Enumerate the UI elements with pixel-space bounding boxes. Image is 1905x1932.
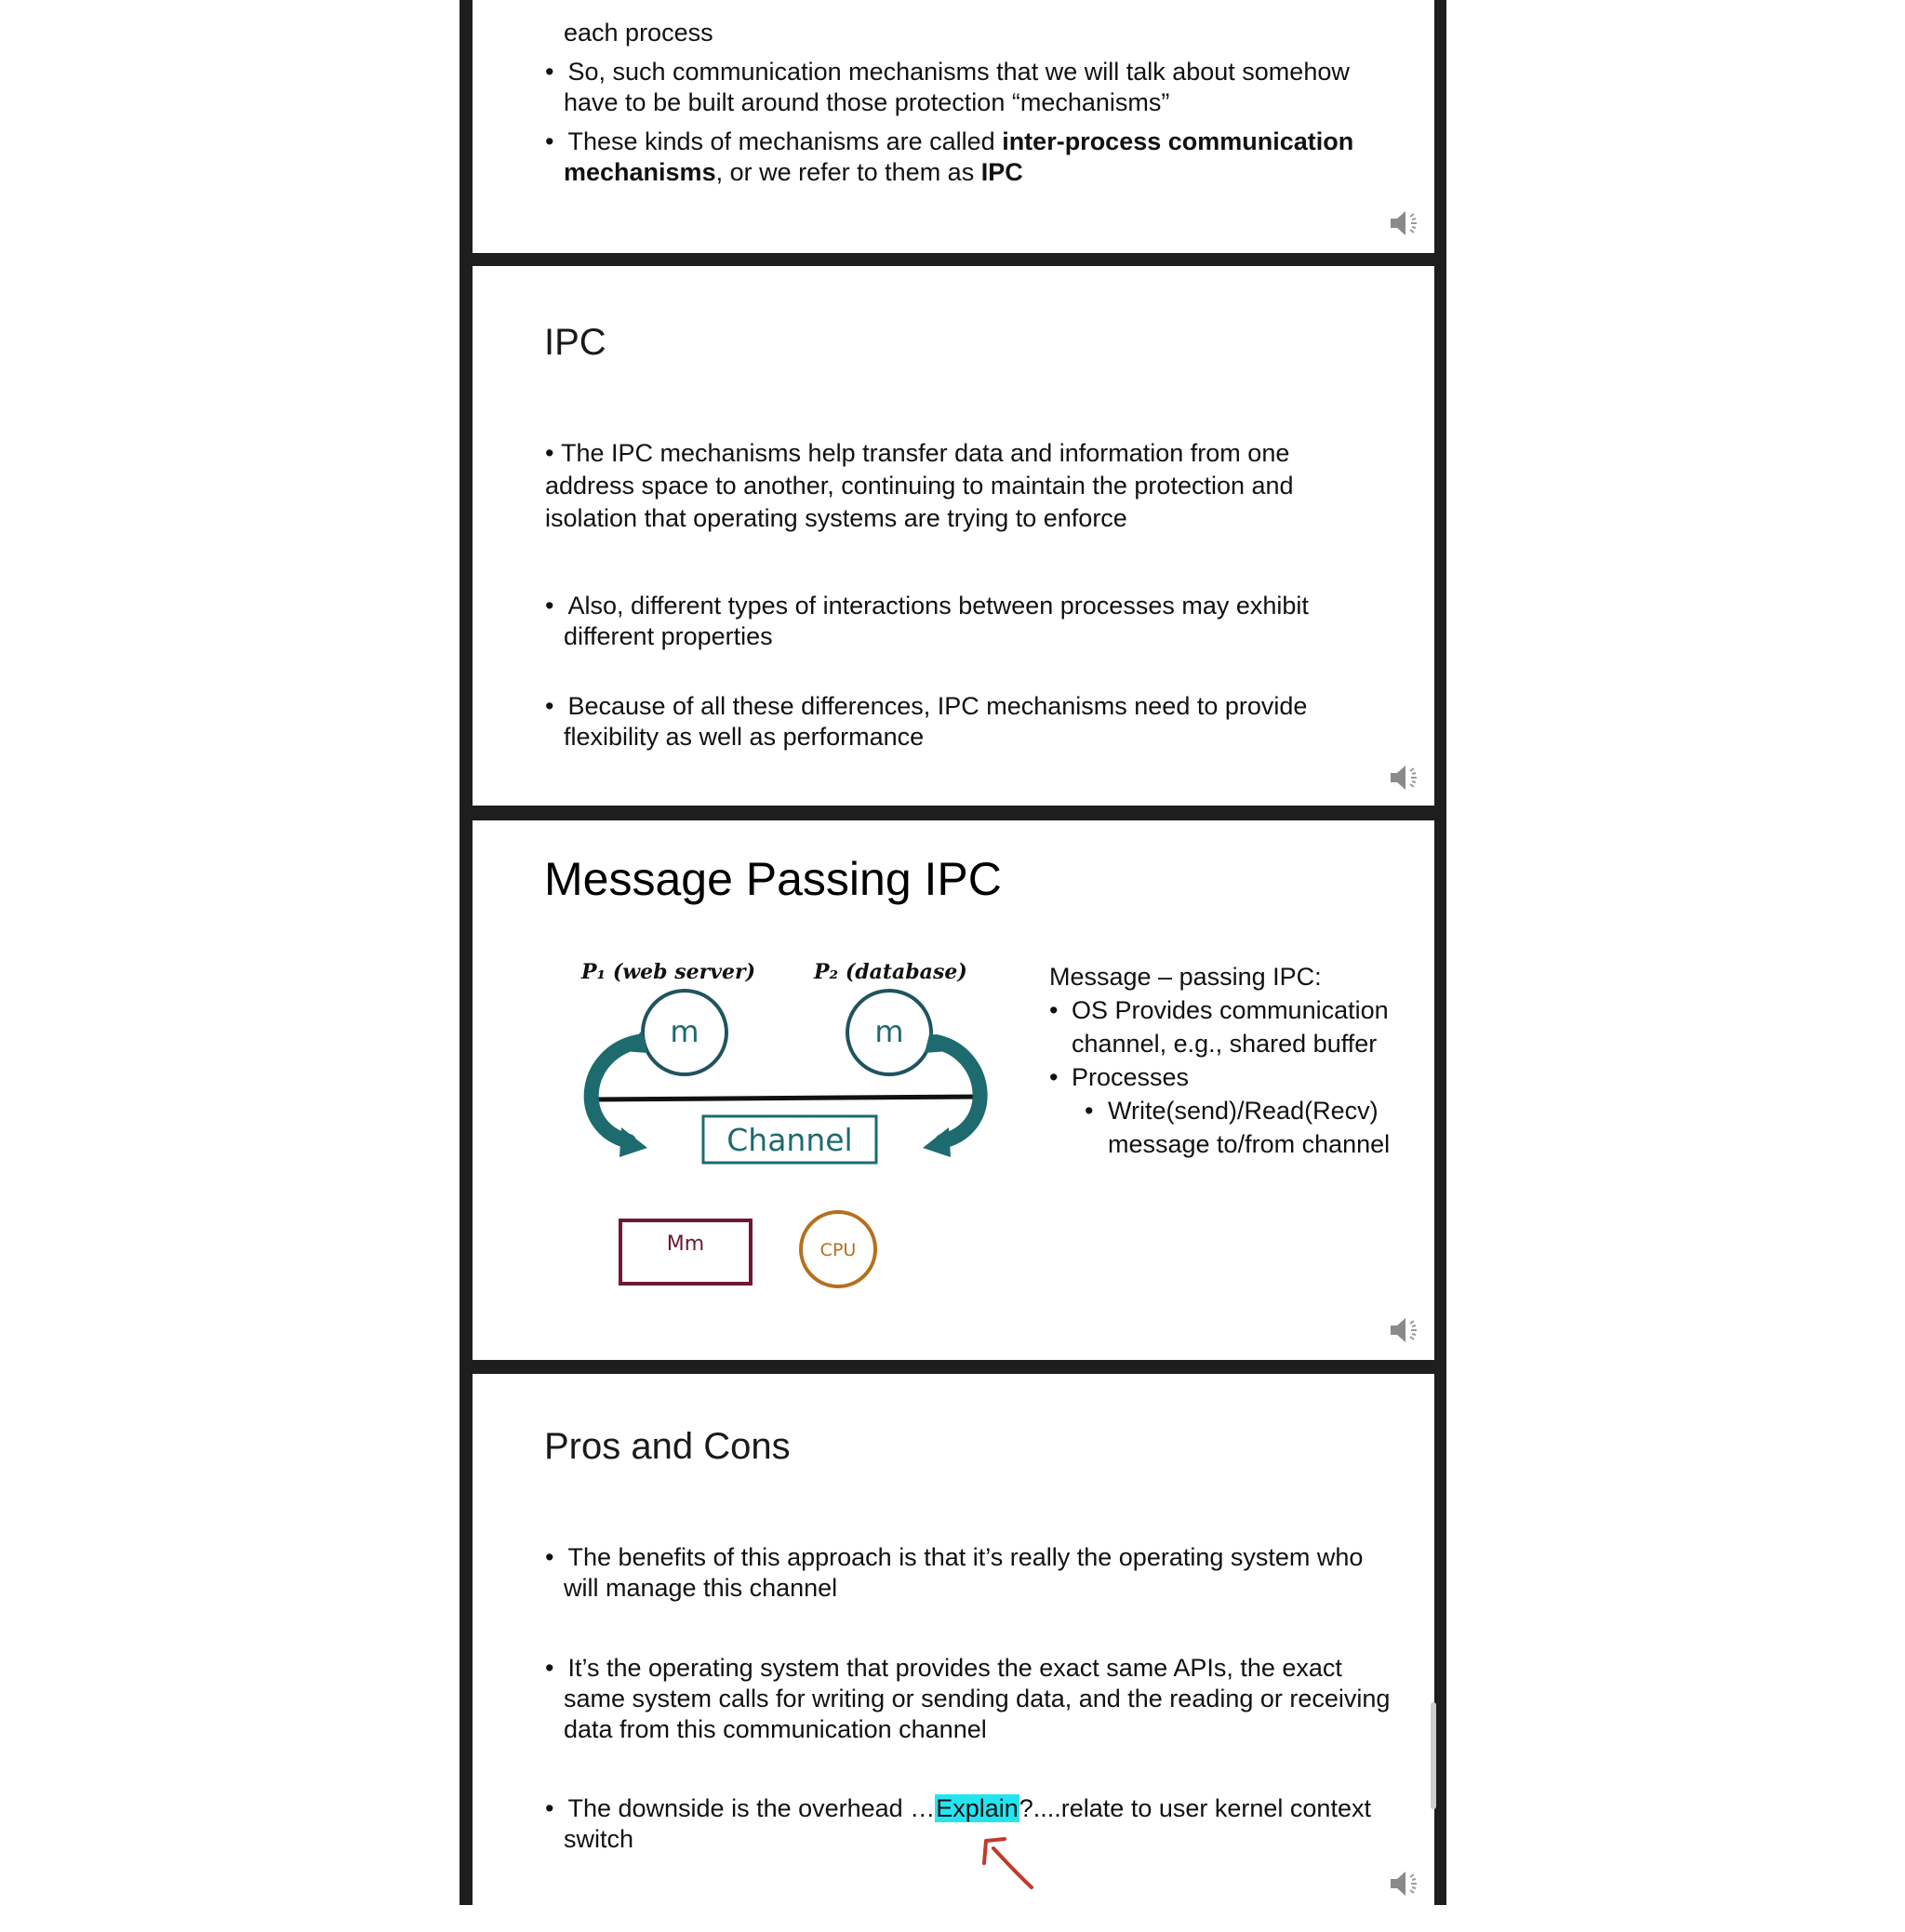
channel-label: Channel	[726, 1122, 853, 1158]
bullet-item: • Because of all these differences, IPC mechanisms need to provide flexibility as well as performance	[545, 692, 1308, 751]
audio-speaker-icon[interactable]	[1389, 1869, 1422, 1899]
slide-title: IPC	[544, 322, 606, 363]
side-item: • Processes	[1049, 1060, 1434, 1094]
p2-label: P₂ (database)	[814, 960, 967, 984]
slide-title: Message Passing IPC	[544, 853, 1002, 905]
bullet-item: • These kinds of mechanisms are called inter-process communication mechanisms, or we refer to them as IPC	[545, 127, 1354, 186]
side-description	[1049, 960, 1434, 1161]
bullet-item: • The benefits of this approach is that it’s really the operating system who will manage this channel	[545, 1543, 1364, 1602]
right-arrow-head	[923, 1127, 951, 1157]
highlighted-word: Explain	[936, 1794, 1019, 1822]
bullet-item: • It’s the operating system that provides the exact same APIs, the exact same system calls for writing or sending data, and the reading or receiving data from this communication channel	[545, 1654, 1391, 1743]
cpu-label: CPU	[819, 1240, 857, 1260]
slide-4	[473, 1374, 1434, 1932]
slide-1	[473, 0, 1434, 253]
bullet-item: • Also, different types of interactions between processes may exhibit different properties	[545, 592, 1309, 650]
slide-2	[473, 266, 1434, 806]
bullet-continuation: each process	[564, 19, 713, 47]
left-arrow	[592, 1042, 638, 1141]
audio-speaker-icon[interactable]	[1389, 1315, 1422, 1345]
scrollbar-thumb[interactable]	[1431, 1702, 1436, 1809]
process-2-m: m	[874, 1014, 904, 1049]
process-1-m: m	[670, 1014, 699, 1049]
handwritten-arrow-annotation	[973, 1820, 1047, 1895]
p1-label: P₁ (web server)	[581, 960, 755, 984]
message-passing-diagram	[473, 820, 1031, 1304]
side-heading: Message – passing IPC:	[1049, 963, 1322, 991]
side-subitem: • Write(send)/Read(Recv) message to/from channel	[1049, 1094, 1434, 1161]
audio-speaker-icon[interactable]	[1389, 208, 1422, 238]
bullet-item: • So, such communication mechanisms that we will talk about somehow have to be built around those protection “mechanisms”	[545, 58, 1350, 116]
channel-line	[592, 1097, 979, 1099]
slide-title: Pros and Cons	[544, 1426, 791, 1467]
bullet-item: • The downside is the overhead …Explain?....relate to user kernel context switch	[545, 1794, 1371, 1853]
audio-speaker-icon[interactable]	[1389, 763, 1422, 793]
left-arrow-head	[619, 1127, 647, 1157]
right-arrow	[936, 1042, 980, 1141]
side-item: • OS Provides communication channel, e.g., shared buffer	[1049, 993, 1434, 1060]
bullet-item: • The IPC mechanisms help transfer data and information from one address space to another, continuing to maintain the protection and isolation that operating systems are trying to enforce	[545, 439, 1294, 532]
slide-3	[473, 820, 1434, 1360]
memory-label: Mm	[666, 1232, 705, 1256]
